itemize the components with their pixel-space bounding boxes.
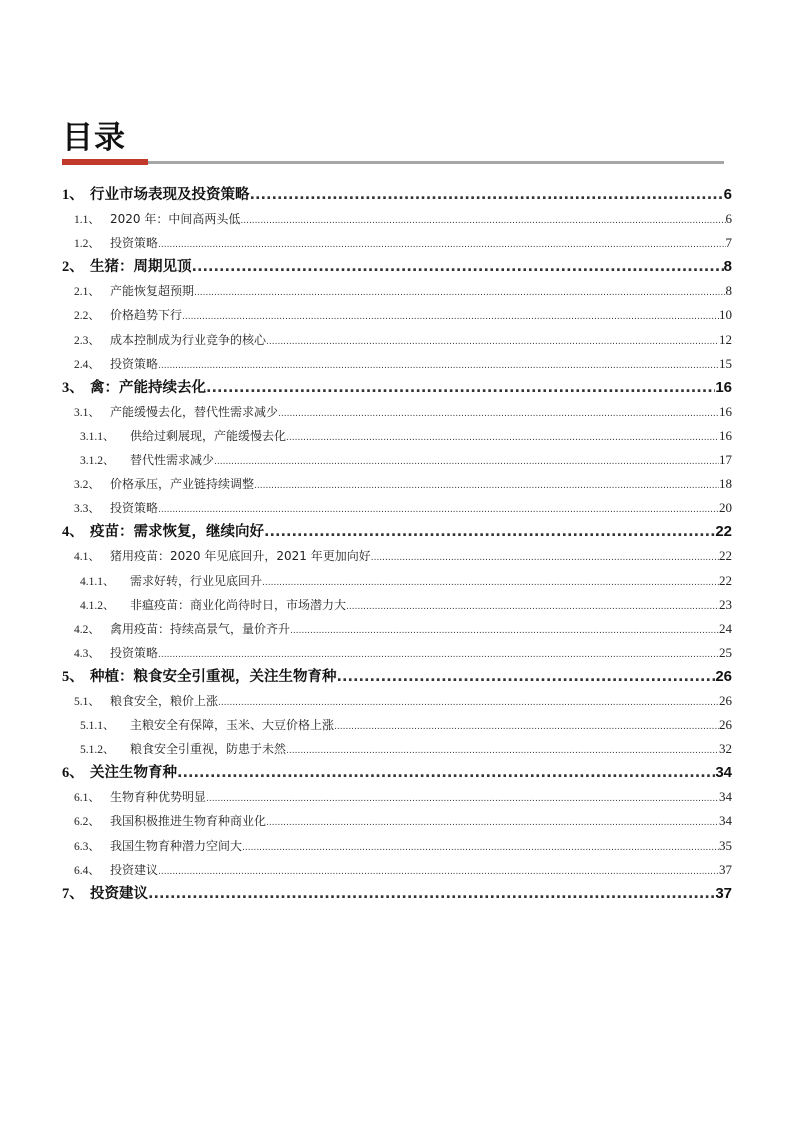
toc-row[interactable] [62,569,732,593]
section-title: 成本控制成为行业竞争的核心 [110,332,267,347]
section-number: 1.1、 [74,214,100,227]
toc-row[interactable] [62,279,732,303]
toc-row[interactable] [62,689,732,713]
section-number: 2.2、 [74,310,100,323]
section-number: 7、 [62,885,84,902]
section-number: 2、 [62,259,84,276]
section-number: 6、 [62,765,84,782]
section-title: 投资策略 [110,236,159,251]
dot-leader [371,546,719,570]
section-title: 投资建议 [110,862,159,877]
toc-row[interactable] [62,858,732,882]
section-title: 产能恢复超预期 [110,284,195,299]
page-number: 6 [723,186,732,203]
page-number: 7 [725,235,732,251]
toc-row[interactable] [62,328,732,352]
section-title: 投资策略 [110,501,159,516]
dot-leader [206,376,715,400]
toc-row[interactable] [62,303,732,327]
dot-leader [334,715,719,739]
section-number: 3.1.1、 [80,430,115,443]
toc-row[interactable] [62,400,732,424]
dot-leader [177,761,715,785]
page-number: 10 [719,307,732,323]
dot-leader [214,450,719,474]
toc-row[interactable] [62,207,732,231]
toc-row[interactable] [62,809,732,833]
page-number: 35 [719,837,732,853]
dot-leader [240,209,725,233]
section-number: 5.1.2、 [80,744,115,757]
section-number: 4.1.2、 [80,599,115,612]
toc-row[interactable] [62,544,732,568]
section-number: 4.1、 [74,551,100,564]
section-title: 价格趋势下行 [110,308,183,323]
section-number: 3.1.2、 [80,455,115,468]
section-number: 1.2、 [74,238,100,251]
dot-leader [206,787,719,811]
page-number: 23 [719,596,732,612]
section-number: 2.3、 [74,334,100,347]
section-number: 6.4、 [74,864,100,877]
dot-leader [192,255,724,279]
dot-leader [158,354,719,378]
toc-row[interactable] [62,593,732,617]
toc-row[interactable] [62,520,732,544]
dot-leader [264,520,715,544]
dot-leader [346,595,719,619]
title-divider [62,161,724,164]
dot-leader [266,811,719,835]
section-number: 4.1.1、 [80,575,115,588]
dot-leader [182,305,719,329]
page-number: 22 [719,548,732,564]
section-title: 关注生物育种 [90,765,177,782]
toc-row[interactable] [62,183,732,207]
page-number: 22 [715,523,732,541]
section-number: 6.2、 [74,816,100,829]
page-number: 8 [725,283,732,299]
toc-row[interactable] [62,785,732,809]
toc-row[interactable] [62,834,732,858]
page-number: 17 [719,452,732,468]
page-number: 26 [719,717,732,733]
toc-row[interactable] [62,231,732,255]
dot-leader [148,882,715,906]
section-number: 3.2、 [74,479,100,492]
section-title: 投资建议 [90,885,148,902]
toc-row[interactable] [62,352,732,376]
section-number: 3、 [62,379,84,396]
page-title: 目录 [62,120,126,156]
page-number: 12 [719,331,732,347]
dot-leader [286,426,719,450]
page-number: 25 [719,644,732,660]
section-number: 3.3、 [74,503,100,516]
section-number: 5.1.1、 [80,720,115,733]
dot-leader [286,739,719,763]
toc-row[interactable] [62,665,732,689]
section-title: 粮食安全，粮价上涨 [110,693,219,708]
dot-leader [266,330,719,354]
section-title: 替代性需求减少 [130,453,215,468]
toc-row[interactable] [62,617,732,641]
dot-leader [250,183,724,207]
section-number: 5、 [62,668,84,685]
toc-row[interactable] [62,424,732,448]
page-number: 34 [719,789,732,805]
section-title: 主粮安全有保障，玉米、大豆价格上涨 [130,718,335,733]
section-title: 种植：粮食安全引重视，关注生物育种 [90,668,337,685]
section-title: 猪用疫苗：2020 年见底回升，2021 年更加向好 [110,549,371,564]
section-number: 2.4、 [74,358,100,371]
page-number: 34 [719,813,732,829]
dot-leader [158,498,719,522]
section-title: 禽：产能持续去化 [90,379,206,396]
page-number: 18 [719,476,732,492]
section-number: 4.2、 [74,623,100,636]
page-number: 32 [719,741,732,757]
section-title: 我国生物育种潜力空间大 [110,838,243,853]
section-number: 6.3、 [74,840,100,853]
dot-leader [290,619,719,643]
section-number: 5.1、 [74,695,100,708]
section-title: 行业市场表现及投资策略 [90,187,250,203]
dot-leader [262,571,719,595]
page-number: 16 [719,427,732,443]
section-title: 疫苗：需求恢复，继续向好 [90,524,264,541]
section-title: 生猪：周期见顶 [90,259,192,276]
section-title: 非瘟疫苗：商业化尚待时日，市场潜力大 [130,597,347,612]
dot-leader [194,281,725,305]
section-title: 价格承压，产业链持续调整 [110,477,255,492]
section-title: 投资策略 [110,645,159,660]
section-title: 产能缓慢去化，替代性需求减少 [110,404,279,419]
page-number: 20 [719,500,732,516]
toc-row[interactable] [62,376,732,400]
section-title: 投资策略 [110,356,159,371]
table-of-contents [62,183,732,906]
dot-leader [158,233,725,257]
page-number: 8 [723,258,732,276]
page-number: 26 [715,667,732,685]
dot-leader [218,691,719,715]
section-title: 生物育种优势明显 [110,790,207,805]
dot-leader [158,860,719,884]
section-title: 粮食安全引重视，防患于未然 [130,742,287,757]
toc-row[interactable] [62,761,732,785]
toc-row[interactable] [62,255,732,279]
section-number: 1、 [62,187,84,203]
section-number: 4、 [62,524,84,541]
page-number: 16 [719,403,732,419]
section-number: 2.1、 [74,286,100,299]
page-number: 15 [719,355,732,371]
toc-row[interactable] [62,882,732,906]
toc-row[interactable] [62,641,732,665]
page-number: 37 [719,861,732,877]
page-number: 22 [719,572,732,588]
dot-leader [242,836,719,860]
page-number: 37 [715,884,732,902]
title-accent-bar [62,159,148,165]
section-number: 4.3、 [74,647,100,660]
section-title: 我国积极推进生物育种商业化 [110,814,267,829]
section-title: 供给过剩展现，产能缓慢去化 [130,428,287,443]
dot-leader [254,474,719,498]
page-number: 34 [715,764,732,782]
page-number: 16 [715,378,732,396]
section-number: 3.1、 [74,406,100,419]
page-number: 26 [719,692,732,708]
toc-row[interactable] [62,448,732,472]
page-number: 6 [725,211,732,227]
toc-row[interactable] [62,496,732,520]
dot-leader [158,643,719,667]
toc-row[interactable] [62,737,732,761]
page-number: 24 [719,620,732,636]
toc-row[interactable] [62,713,732,737]
section-title: 需求好转，行业见底回升 [130,573,263,588]
section-title: 2020 年：中间高两头低 [110,212,241,227]
section-number: 6.1、 [74,792,100,805]
section-title: 禽用疫苗：持续高景气，量价齐升 [110,621,291,636]
toc-row[interactable] [62,472,732,496]
dot-leader [337,665,716,689]
dot-leader [278,402,719,426]
